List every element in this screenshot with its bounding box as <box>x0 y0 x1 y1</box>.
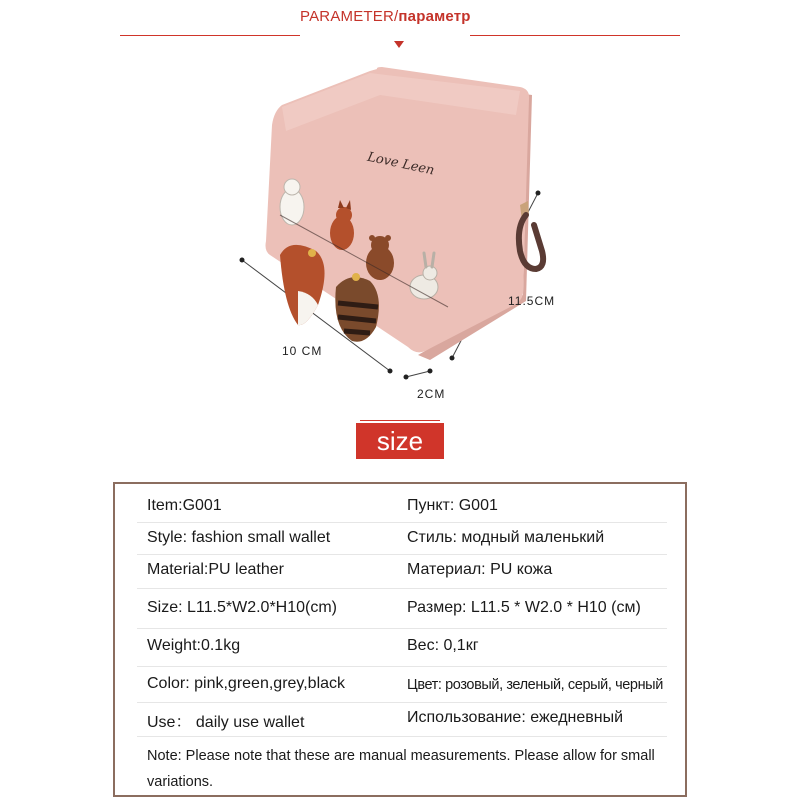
header <box>0 0 800 60</box>
height-label: 11.5CM <box>508 294 556 308</box>
spec-weight-ru: Вес: 0,1кг <box>407 637 479 654</box>
fox-tail-tag <box>280 245 325 325</box>
cat-embroidery <box>280 179 304 225</box>
height-dimension-end <box>536 191 541 196</box>
spec-row-style <box>115 524 689 555</box>
title-russian: параметр <box>398 8 471 25</box>
wallet-illustration <box>220 55 580 415</box>
spec-row-material <box>115 556 689 587</box>
spec-row-color <box>115 670 689 701</box>
header-rule-right <box>470 35 680 36</box>
row-divider <box>137 522 667 523</box>
down-arrow-icon <box>394 41 404 48</box>
spec-material-ru: Материал: PU кожа <box>407 561 553 578</box>
row-divider <box>137 628 667 629</box>
spec-use-ru: Использование: ежедневный <box>407 709 624 726</box>
measurement-note: Note: Please note that these are manual measurements. Please allow for small variations. <box>147 748 655 790</box>
width-label: 2CM <box>417 387 446 401</box>
spec-row-size <box>115 594 689 625</box>
wallet-image <box>220 55 580 415</box>
spec-row-item <box>115 492 689 523</box>
spec-row-use <box>115 704 689 735</box>
row-divider <box>137 554 667 555</box>
spec-weight-en: Weight:0.1kg <box>147 637 241 654</box>
width-dimension-end <box>428 369 433 374</box>
spec-size-en: Size: L11.5*W2.0*H10(cm) <box>147 599 337 616</box>
title-english: PARAMETER/ <box>300 8 399 25</box>
spec-style-en: Style: fashion small wallet <box>147 529 331 546</box>
spec-style-ru: Стиль: модный маленький <box>407 529 605 546</box>
length-dimension-end <box>388 369 393 374</box>
length-dimension-end <box>240 258 245 263</box>
spec-row-weight <box>115 632 689 663</box>
spec-material-en: Material:PU leather <box>147 561 284 578</box>
header-rule-left <box>120 35 300 36</box>
row-divider <box>137 588 667 589</box>
size-badge: size <box>356 423 444 459</box>
length-label: 10 CM <box>282 344 323 358</box>
spec-color-ru: Цвет: розовый, зеленый, серый, черный <box>407 677 663 693</box>
row-divider <box>137 666 667 667</box>
spec-item-ru: Пункт: G001 <box>407 497 498 514</box>
embroidery-text: Love Leen <box>365 149 436 179</box>
row-divider <box>137 736 667 737</box>
spec-item-en: Item:G001 <box>147 497 222 514</box>
width-dimension-end <box>404 375 409 380</box>
spec-size-ru: Размер: L11.5 * W2.0 * H10 (см) <box>407 599 641 616</box>
height-dimension-end <box>450 356 455 361</box>
row-divider <box>137 702 667 703</box>
width-dimension-line <box>406 371 430 377</box>
spec-use-en: Use： daily use wallet <box>147 714 305 731</box>
spec-color-en: Color: pink,green,grey,black <box>147 675 346 692</box>
header-title <box>300 8 520 25</box>
spec-table <box>113 482 687 797</box>
